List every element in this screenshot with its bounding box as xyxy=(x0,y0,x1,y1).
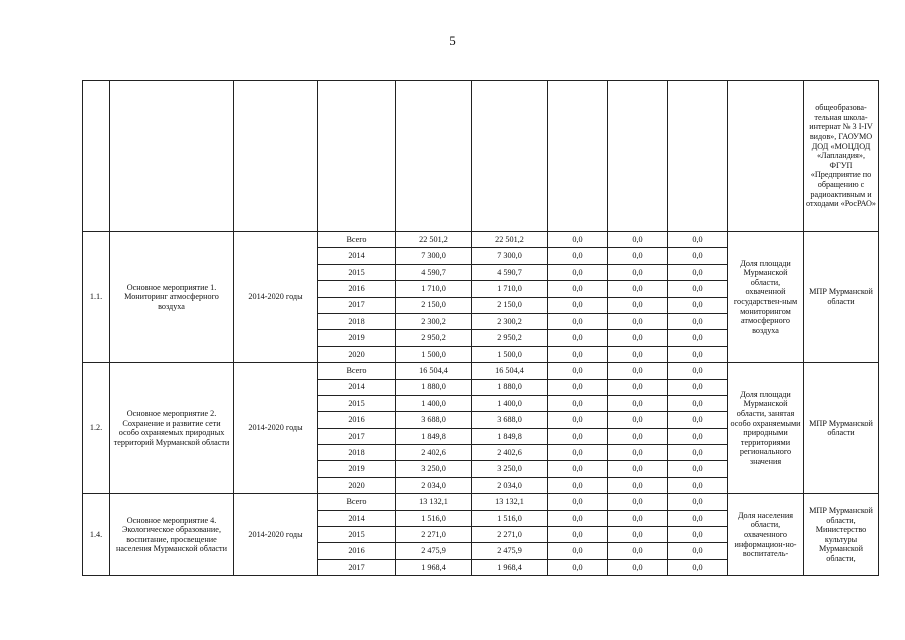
row-federal-budget: 0,0 xyxy=(548,510,608,526)
row-other-sources: 0,0 xyxy=(668,477,728,493)
row-other-sources: 0,0 xyxy=(668,363,728,379)
row-other-sources: 0,0 xyxy=(668,428,728,444)
row-total: 1 710,0 xyxy=(396,281,472,297)
section-period: 2014-2020 годы xyxy=(234,363,318,494)
row-federal-budget: 0,0 xyxy=(548,264,608,280)
row-year: 2020 xyxy=(318,477,396,493)
row-total: 2 300,2 xyxy=(396,313,472,329)
row-total: 7 300,0 xyxy=(396,248,472,264)
row-total: 1 516,0 xyxy=(396,510,472,526)
row-regional-budget: 4 590,7 xyxy=(472,264,548,280)
row-total: 1 849,8 xyxy=(396,428,472,444)
row-other-sources: 0,0 xyxy=(668,346,728,362)
row-total: 1 400,0 xyxy=(396,395,472,411)
row-other-sources: 0,0 xyxy=(668,445,728,461)
row-total: 3 688,0 xyxy=(396,412,472,428)
row-other-sources: 0,0 xyxy=(668,330,728,346)
row-local-budget: 0,0 xyxy=(608,559,668,575)
cell-blank xyxy=(318,81,396,232)
section-name: Основное мероприятие 4. Экологическое образование, воспитание, просвещение населения Мурманской области xyxy=(110,494,234,576)
row-federal-budget: 0,0 xyxy=(548,281,608,297)
row-total: 16 504,4 xyxy=(396,363,472,379)
program-table xyxy=(82,80,879,576)
row-local-budget: 0,0 xyxy=(608,232,668,248)
row-other-sources: 0,0 xyxy=(668,248,728,264)
row-total: 2 475,9 xyxy=(396,543,472,559)
row-other-sources: 0,0 xyxy=(668,527,728,543)
section-number: 1.4. xyxy=(83,494,110,576)
row-year: 2015 xyxy=(318,395,396,411)
row-total: 2 271,0 xyxy=(396,527,472,543)
row-local-budget: 0,0 xyxy=(608,428,668,444)
row-local-budget: 0,0 xyxy=(608,461,668,477)
cell-blank xyxy=(110,81,234,232)
row-regional-budget: 2 150,0 xyxy=(472,297,548,313)
section-name: Основное мероприятие 1. Мониторинг атмосферного воздуха xyxy=(110,232,234,363)
row-local-budget: 0,0 xyxy=(608,281,668,297)
section-name: Основное мероприятие 2. Сохранение и развитие сети особо охраняемых природных территорий Мурманской области xyxy=(110,363,234,494)
row-other-sources: 0,0 xyxy=(668,264,728,280)
row-regional-budget: 7 300,0 xyxy=(472,248,548,264)
row-total: 1 500,0 xyxy=(396,346,472,362)
row-local-budget: 0,0 xyxy=(608,510,668,526)
row-year: 2015 xyxy=(318,527,396,543)
row-other-sources: 0,0 xyxy=(668,232,728,248)
row-regional-budget: 3 250,0 xyxy=(472,461,548,477)
row-year: 2017 xyxy=(318,428,396,444)
table-row xyxy=(83,494,879,510)
row-other-sources: 0,0 xyxy=(668,379,728,395)
section-number: 1.2. xyxy=(83,363,110,494)
row-other-sources: 0,0 xyxy=(668,281,728,297)
row-local-budget: 0,0 xyxy=(608,313,668,329)
row-federal-budget: 0,0 xyxy=(548,477,608,493)
row-regional-budget: 2 271,0 xyxy=(472,527,548,543)
continuation-row xyxy=(83,81,879,232)
cell-blank xyxy=(234,81,318,232)
row-regional-budget: 2 475,9 xyxy=(472,543,548,559)
row-year: 2017 xyxy=(318,559,396,575)
row-other-sources: 0,0 xyxy=(668,543,728,559)
section-executor: МПР Мурманской области, Министерство культуры Мурманской области, xyxy=(804,494,879,576)
row-federal-budget: 0,0 xyxy=(548,543,608,559)
section-number: 1.1. xyxy=(83,232,110,363)
row-local-budget: 0,0 xyxy=(608,412,668,428)
row-local-budget: 0,0 xyxy=(608,264,668,280)
row-regional-budget: 2 950,2 xyxy=(472,330,548,346)
row-regional-budget: 16 504,4 xyxy=(472,363,548,379)
row-total: 2 402,6 xyxy=(396,445,472,461)
row-local-budget: 0,0 xyxy=(608,248,668,264)
row-total: 1 880,0 xyxy=(396,379,472,395)
row-local-budget: 0,0 xyxy=(608,527,668,543)
row-other-sources: 0,0 xyxy=(668,559,728,575)
row-total: 2 950,2 xyxy=(396,330,472,346)
row-regional-budget: 2 402,6 xyxy=(472,445,548,461)
cell-blank xyxy=(472,81,548,232)
row-year: 2018 xyxy=(318,313,396,329)
row-regional-budget: 22 501,2 xyxy=(472,232,548,248)
row-year: 2014 xyxy=(318,248,396,264)
row-regional-budget: 3 688,0 xyxy=(472,412,548,428)
row-regional-budget: 1 516,0 xyxy=(472,510,548,526)
row-local-budget: 0,0 xyxy=(608,379,668,395)
row-year: 2020 xyxy=(318,346,396,362)
table-row xyxy=(83,232,879,248)
section-period: 2014-2020 годы xyxy=(234,494,318,576)
row-regional-budget: 1 710,0 xyxy=(472,281,548,297)
cell-blank xyxy=(83,81,110,232)
row-other-sources: 0,0 xyxy=(668,510,728,526)
row-regional-budget: 2 300,2 xyxy=(472,313,548,329)
row-year: 2019 xyxy=(318,330,396,346)
row-year: 2015 xyxy=(318,264,396,280)
row-local-budget: 0,0 xyxy=(608,395,668,411)
row-local-budget: 0,0 xyxy=(608,477,668,493)
section-indicator: Доля площади Мурманской области, охваченной государствен-ным мониторингом атмосферного воздуха xyxy=(728,232,804,363)
row-year: 2016 xyxy=(318,543,396,559)
row-total: 13 132,1 xyxy=(396,494,472,510)
row-year: 2017 xyxy=(318,297,396,313)
row-federal-budget: 0,0 xyxy=(548,346,608,362)
row-regional-budget: 1 400,0 xyxy=(472,395,548,411)
row-local-budget: 0,0 xyxy=(608,330,668,346)
row-federal-budget: 0,0 xyxy=(548,363,608,379)
row-federal-budget: 0,0 xyxy=(548,494,608,510)
section-period: 2014-2020 годы xyxy=(234,232,318,363)
row-total: 2 034,0 xyxy=(396,477,472,493)
executor-continued: общеобразова-тельная школа-интернат № 3 I-IV видов», ГАОУМО ДОД «МОЦДОД «Лапландия», ФГУП «Предприятие по обращению с радиоактивным и отходами «РосРАО» xyxy=(804,81,879,232)
row-total: 1 968,4 xyxy=(396,559,472,575)
row-year: 2018 xyxy=(318,445,396,461)
row-regional-budget: 1 500,0 xyxy=(472,346,548,362)
row-local-budget: 0,0 xyxy=(608,543,668,559)
row-federal-budget: 0,0 xyxy=(548,527,608,543)
row-federal-budget: 0,0 xyxy=(548,461,608,477)
cell-blank xyxy=(548,81,608,232)
section-indicator: Доля площади Мурманской области, занятая особо охраняемыми природными территориями регионального значения xyxy=(728,363,804,494)
row-year: Всего xyxy=(318,232,396,248)
row-local-budget: 0,0 xyxy=(608,494,668,510)
row-federal-budget: 0,0 xyxy=(548,428,608,444)
row-federal-budget: 0,0 xyxy=(548,330,608,346)
row-regional-budget: 13 132,1 xyxy=(472,494,548,510)
section-executor: МПР Мурманской области xyxy=(804,232,879,363)
row-year: 2019 xyxy=(318,461,396,477)
row-federal-budget: 0,0 xyxy=(548,559,608,575)
row-regional-budget: 1 849,8 xyxy=(472,428,548,444)
row-year: 2016 xyxy=(318,412,396,428)
row-other-sources: 0,0 xyxy=(668,412,728,428)
section-indicator: Доля населения области, охваченного информацион-но-воспитатель- xyxy=(728,494,804,576)
row-regional-budget: 1 880,0 xyxy=(472,379,548,395)
row-federal-budget: 0,0 xyxy=(548,297,608,313)
row-local-budget: 0,0 xyxy=(608,363,668,379)
row-local-budget: 0,0 xyxy=(608,297,668,313)
cell-blank xyxy=(608,81,668,232)
row-year: 2016 xyxy=(318,281,396,297)
cell-blank xyxy=(728,81,804,232)
row-total: 22 501,2 xyxy=(396,232,472,248)
page-number: 5 xyxy=(449,33,456,48)
row-regional-budget: 1 968,4 xyxy=(472,559,548,575)
row-total: 2 150,0 xyxy=(396,297,472,313)
row-federal-budget: 0,0 xyxy=(548,379,608,395)
row-local-budget: 0,0 xyxy=(608,346,668,362)
cell-blank xyxy=(396,81,472,232)
row-other-sources: 0,0 xyxy=(668,313,728,329)
row-federal-budget: 0,0 xyxy=(548,445,608,461)
row-other-sources: 0,0 xyxy=(668,494,728,510)
row-year: Всего xyxy=(318,494,396,510)
cell-blank xyxy=(668,81,728,232)
row-federal-budget: 0,0 xyxy=(548,313,608,329)
row-year: 2014 xyxy=(318,510,396,526)
row-other-sources: 0,0 xyxy=(668,297,728,313)
table-row xyxy=(83,363,879,379)
section-executor: МПР Мурманской области xyxy=(804,363,879,494)
row-federal-budget: 0,0 xyxy=(548,248,608,264)
row-other-sources: 0,0 xyxy=(668,461,728,477)
row-local-budget: 0,0 xyxy=(608,445,668,461)
row-regional-budget: 2 034,0 xyxy=(472,477,548,493)
row-year: 2014 xyxy=(318,379,396,395)
row-other-sources: 0,0 xyxy=(668,395,728,411)
row-total: 3 250,0 xyxy=(396,461,472,477)
row-year: Всего xyxy=(318,363,396,379)
row-federal-budget: 0,0 xyxy=(548,412,608,428)
row-total: 4 590,7 xyxy=(396,264,472,280)
row-federal-budget: 0,0 xyxy=(548,395,608,411)
row-federal-budget: 0,0 xyxy=(548,232,608,248)
